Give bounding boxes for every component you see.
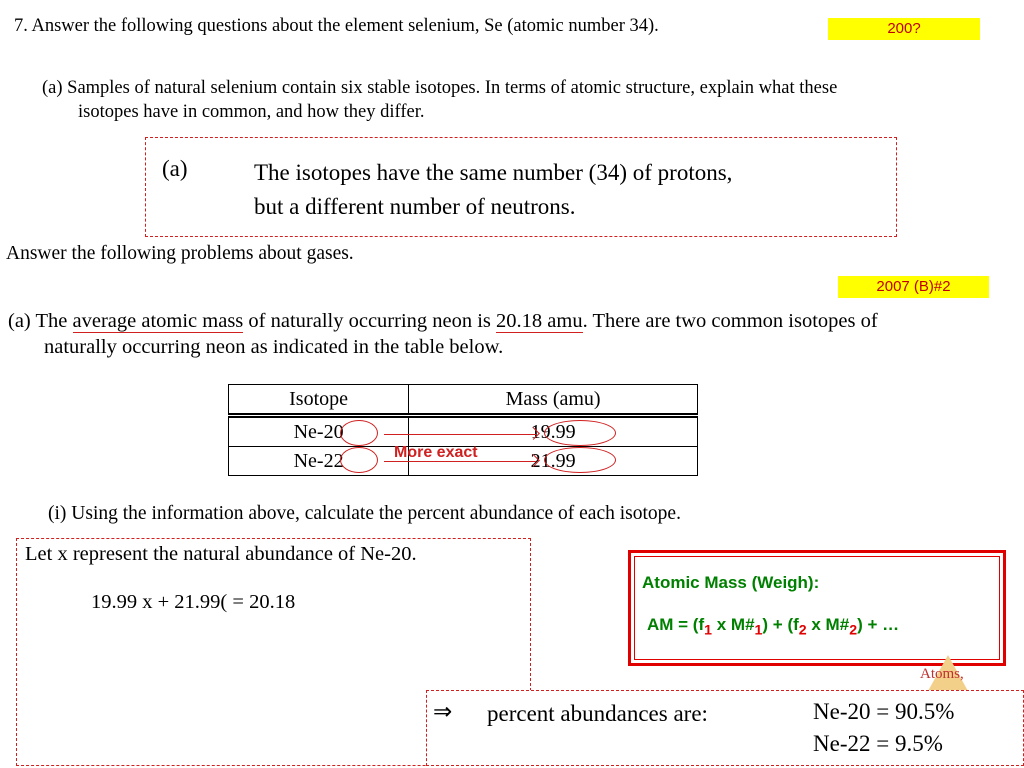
header-mass: Mass (amu) (409, 385, 698, 416)
atoms-note: Atoms, (920, 666, 964, 682)
header-isotope: Isotope (229, 385, 409, 416)
cell-mass: 19.99 (409, 416, 698, 447)
result-label: percent abundances are: (487, 701, 708, 726)
cell-mass: 21.99 (409, 447, 698, 476)
table-header-row (229, 385, 698, 416)
amu-underlined: 20.18 amu (496, 310, 583, 332)
part-a-line-2: isotopes have in common, and how they differ. (78, 102, 425, 122)
neon-suffix: . There are two common isotopes of (582, 310, 878, 332)
answer-a-line-1: The isotopes have the same number (34) of protons, (254, 160, 733, 185)
circle-ne20-mass-number (340, 420, 378, 446)
cell-isotope: Ne-22 (229, 447, 409, 476)
part-a-question (42, 76, 837, 124)
let-statement: Let x represent the natural abundance of Ne-20. (25, 543, 417, 565)
source-tag: 2007 (B)#2 (838, 276, 989, 298)
formula-part: ) + (f (762, 615, 799, 634)
part-a-line-1: (a) Samples of natural selenium contain six stable isotopes. In terms of atomic structure, explain what these (42, 78, 838, 98)
isotope-table (228, 384, 698, 476)
neon-line-2: naturally occurring neon as indicated in the table below. (44, 336, 504, 358)
formula-box-inner-border (634, 556, 1000, 660)
circle-mass-21-99 (544, 447, 616, 473)
result-box (426, 690, 1024, 766)
gases-heading: Answer the following problems about gases. (6, 243, 354, 264)
formula-part: x M# (806, 615, 850, 634)
part-a-neon-question (8, 308, 878, 360)
atomic-mass-formula-box (628, 550, 1006, 666)
abundance-equation: 19.99 x + 21.99( = 20.18 (91, 591, 296, 613)
cell-isotope: Ne-20 (229, 416, 409, 447)
formula-sub: 1 (704, 622, 713, 639)
formula (647, 615, 899, 638)
answer-a-box (145, 137, 897, 237)
result-ne20: Ne-20 = 90.5% (813, 699, 955, 724)
part-i-question: (i) Using the information above, calculate the percent abundance of each isotope. (48, 503, 681, 524)
result-ne22: Ne-22 = 9.5% (813, 731, 943, 756)
answer-a-text (254, 156, 732, 224)
arrow-right-icon (384, 434, 536, 435)
formula-sub: 2 (798, 622, 807, 639)
answer-a-label: (a) (162, 156, 188, 181)
year-tag: 200? (828, 18, 980, 40)
formula-part: x M# (712, 615, 755, 634)
formula-sub: 1 (754, 622, 763, 639)
circle-mass-19-99 (544, 420, 616, 446)
implies-arrow-icon: ⇒ (433, 699, 453, 724)
table-row (229, 416, 698, 447)
neon-line-1 (8, 308, 878, 334)
formula-end: ) + … (857, 615, 900, 634)
neon-middle: of naturally occurring neon is (243, 310, 497, 332)
formula-sub: 2 (849, 622, 858, 639)
more-exact-note: More exact (394, 444, 478, 461)
average-atomic-mass-underlined: average atomic mass (72, 310, 244, 332)
formula-start: AM = (f (647, 615, 705, 634)
formula-heading: Atomic Mass (Weigh): (642, 573, 820, 592)
answer-a-line-2: but a different number of neutrons. (254, 194, 576, 219)
circle-ne22-mass-number (340, 447, 378, 473)
neon-prefix: (a) The (8, 310, 73, 332)
question-7: 7. Answer the following questions about the element selenium, Se (atomic number 34). (14, 16, 659, 36)
